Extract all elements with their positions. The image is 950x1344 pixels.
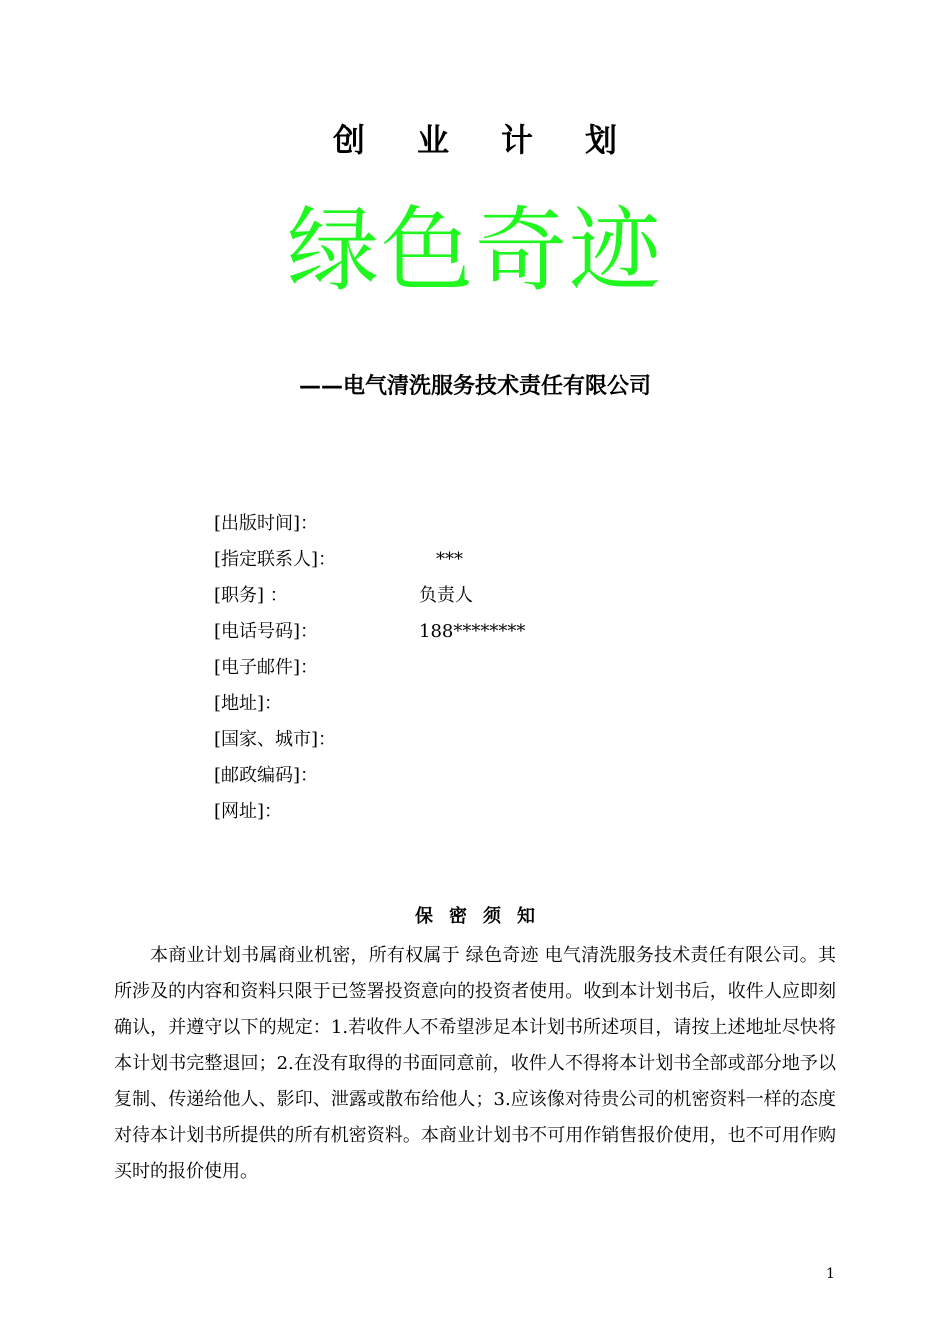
info-row-publish-time bbox=[214, 506, 734, 542]
info-label: [职务] ： bbox=[214, 585, 288, 606]
info-label: [邮政编码]： bbox=[214, 765, 319, 786]
info-row-address bbox=[214, 686, 734, 722]
company-subtitle: ——电气清洗服务技术责任有限公司 bbox=[298, 374, 651, 399]
contact-info-block bbox=[214, 506, 734, 830]
info-row-postal-code bbox=[214, 758, 734, 794]
info-label: [电话号码]： bbox=[214, 621, 319, 642]
info-label: [电子邮件]： bbox=[214, 657, 319, 678]
info-row-contact-person bbox=[214, 542, 734, 578]
info-label: [国家、城市]： bbox=[214, 729, 337, 750]
confidentiality-heading: 保密须知 bbox=[415, 906, 551, 927]
info-label: [指定联系人]： bbox=[214, 549, 337, 570]
page-number: 1 bbox=[826, 1266, 835, 1282]
document-title: 创业计划 bbox=[332, 121, 669, 159]
info-row-email bbox=[214, 650, 734, 686]
info-label: [出版时间]： bbox=[214, 513, 319, 534]
project-name: 绿色奇迹 bbox=[286, 197, 663, 304]
confidentiality-paragraph: 本商业计划书属商业机密，所有权属于 绿色奇迹 电气清洗服务技术责任有限公司。其所涉及的内容和资料只限于已签署投资意向的投资者使用。收到本计划书后，收件人应即刻确认，并遵守以下的规定：1.若收件人不希望涉足本计划书所述项目，请按上述地址尽快将本计划书完整退回；2.在没有取得的书面同意前，收件人不得将本计划书全部或部分地予以复制、传递给他人、影印、泄露或散布给他人；3.应该像对待贵公司的机密资料一样的态度对待本计划书所提供的所有机密资料。本商业计划书不可用作销售报价使用，也不可用作购买时的报价使用。 bbox=[114, 945, 836, 1182]
info-value: 负责人 bbox=[419, 585, 473, 606]
info-value: 188******** bbox=[419, 621, 526, 642]
info-row-position bbox=[214, 578, 734, 614]
info-value: *** bbox=[436, 549, 463, 570]
info-row-phone bbox=[214, 614, 734, 650]
info-label: [网址]： bbox=[214, 801, 283, 822]
info-label: [地址]： bbox=[214, 693, 283, 714]
info-row-country-city bbox=[214, 722, 734, 758]
info-row-website bbox=[214, 794, 734, 830]
